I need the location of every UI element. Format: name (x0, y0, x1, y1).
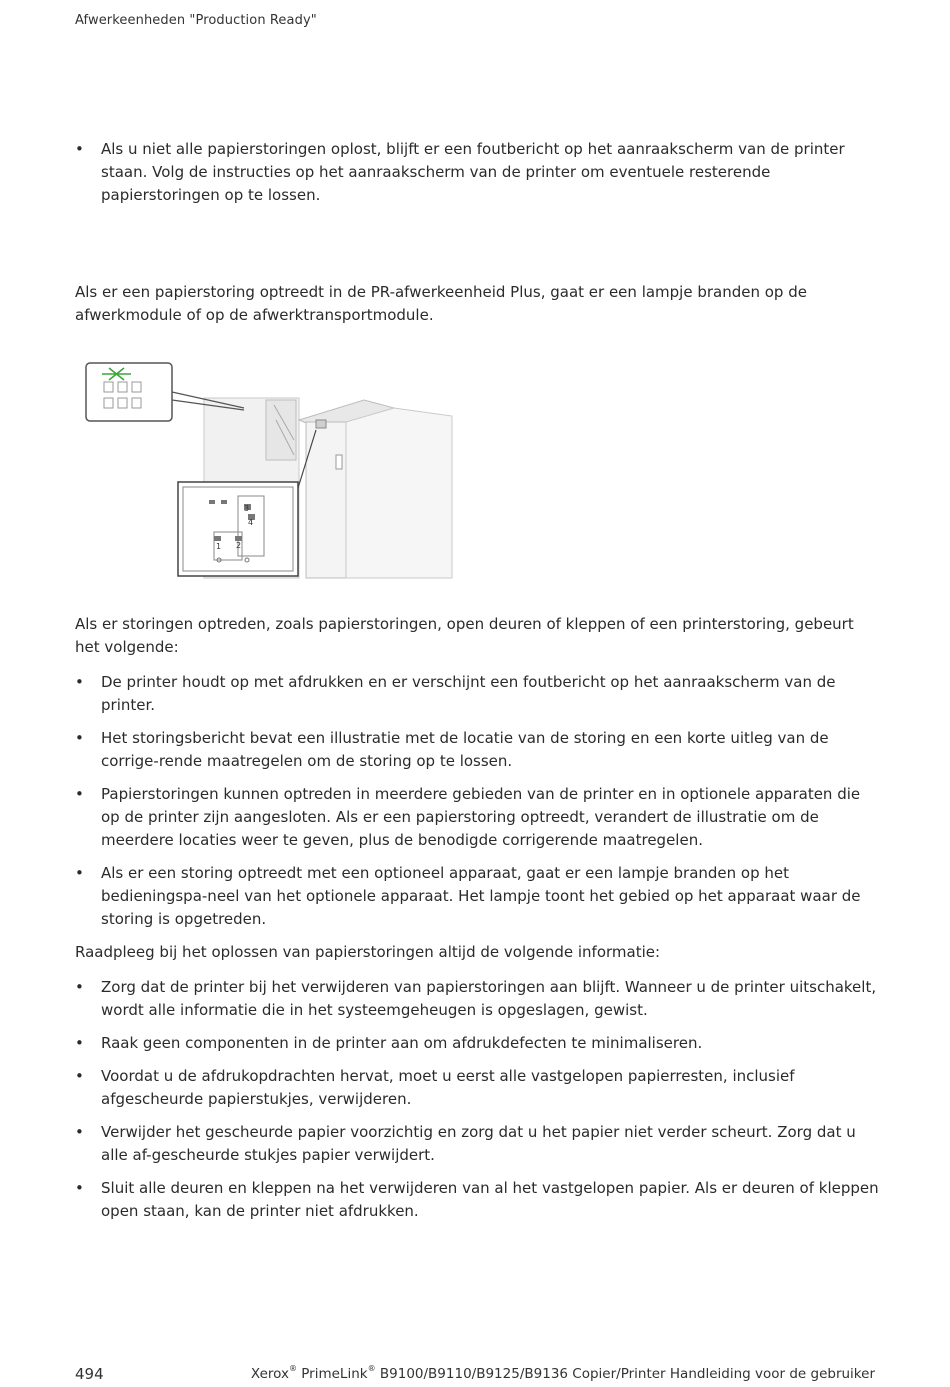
list-item (75, 862, 880, 931)
list-item (75, 976, 880, 1022)
intro-paragraph (75, 281, 880, 327)
list-item-text: Sluit alle deuren en kleppen na het verwijderen van al het vastgelopen papier. Als er deuren of kleppen open staan, kan de printer niet afdrukken. (101, 1179, 879, 1220)
bullet-glyph: • (75, 864, 84, 882)
callout-label-1: 1 (216, 542, 222, 551)
list-item-text: Raak geen componenten in de printer aan om afdrukdefecten te minimaliseren. (101, 1034, 703, 1052)
paragraph-text: Als er storingen optreden, zoals papierstoringen, open deuren of kleppen of een printerstoring, gebeurt het volgende: (75, 615, 854, 656)
page-number: 494 (75, 1365, 104, 1383)
transport-module (306, 422, 346, 578)
callout-label-3: 3 (244, 504, 250, 513)
list-item-text: Als u niet alle papierstoringen oplost, blijft er een foutbericht op het aanraakscherm van de printer staan. Volg de instructies op het aanraakscherm van de printer om eventuele resterende papierstoringen op te lossen. (101, 140, 845, 204)
list-item-text: Als er een storing optreedt met een optioneel apparaat, gaat er een lampje branden op het bedieningspa-neel van het optionele apparaat. Het lampje toont het gebied op het apparaat waar de storing is opgetreden. (101, 864, 861, 928)
list-item-text: Voordat u de afdrukopdrachten hervat, moet u eerst alle vastgelopen papierresten, inclusief afgescheurde papierstukjes, verwijderen. (101, 1067, 795, 1108)
footer-doc-title (251, 1366, 875, 1382)
bullet-glyph: • (75, 785, 84, 803)
footer-brand: Xerox (250, 1366, 289, 1382)
bullet-glyph: • (75, 978, 84, 996)
running-header: Afwerkeenheden "Production Ready" (75, 13, 317, 28)
list-item-text: Verwijder het gescheurde papier voorzichtig en zorg dat u het papier niet verder scheurt. Zorg dat u alle af-gescheurde stukjes papier verwijdert. (101, 1123, 856, 1164)
top-bullet-list-container (75, 138, 880, 217)
bullet-glyph: • (75, 1123, 84, 1141)
paragraph-text: Als er een papierstoring optreedt in de PR-afwerkeenheid Plus, gaat er een lampje branden op de afwerkmodule of op de afwerktransportmodule. (75, 283, 807, 324)
list-item-text: Papierstoringen kunnen optreden in meerdere gebieden van de printer en in optionele apparaten die op de printer zijn aangesloten. Als er een papierstoring optreedt, verandert de illustratie om de meerdere locaties weer te geven, plus de benodigde corrigerende maatregelen. (101, 785, 861, 849)
finisher-drawing (84, 360, 456, 580)
callout-label-2: 2 (236, 541, 242, 550)
bullet-glyph: • (75, 1034, 84, 1052)
list-item-text: Het storingsbericht bevat een illustratie met de locatie van de storing en een korte uitleg van de corrige-rende maatregelen om de storing op te lossen. (101, 729, 829, 770)
bullet-glyph: • (75, 673, 84, 691)
transport-indicator-lamp (316, 420, 326, 428)
registered-mark: ® (288, 1364, 297, 1373)
list-item (75, 1177, 880, 1223)
list-item-text: De printer houdt op met afdrukken en er verschijnt een foutbericht op het aanraakscherm van de printer. (101, 673, 836, 714)
list-item (75, 1032, 880, 1055)
bullet-glyph: • (75, 729, 84, 747)
list-item (75, 138, 880, 207)
footer-product: PrimeLink (301, 1366, 368, 1382)
bullet-glyph: • (75, 1067, 84, 1085)
printer-body (346, 408, 452, 578)
raadpleeg-bullet-list (75, 976, 880, 1223)
top-bullet-list (75, 138, 880, 207)
storingen-bullet-list (75, 671, 880, 931)
bullet-glyph: • (75, 140, 84, 158)
list-item (75, 727, 880, 773)
list-item (75, 671, 880, 717)
footer-title-text: B9100/B9110/B9125/B9136 Copier/Printer Handleiding voor de gebruiker (379, 1366, 875, 1382)
list-item (75, 783, 880, 852)
bullet-glyph: • (75, 1179, 84, 1197)
list-item (75, 1065, 880, 1111)
control-panel-callout (86, 363, 172, 421)
list-item (75, 1121, 880, 1167)
finisher-illustration (84, 360, 456, 580)
storingen-section (75, 613, 880, 1233)
list-item-text: Zorg dat de printer bij het verwijderen van papierstoringen aan blijft. Wanneer u de printer uitschakelt, wordt alle informatie die in het systeemgeheugen is opgeslagen, gewist. (101, 978, 877, 1019)
registered-mark: ® (367, 1364, 376, 1373)
callout-label-4: 4 (248, 518, 254, 527)
paragraph-text: Raadpleeg bij het oplossen van papierstoringen altijd de volgende informatie: (75, 943, 661, 961)
